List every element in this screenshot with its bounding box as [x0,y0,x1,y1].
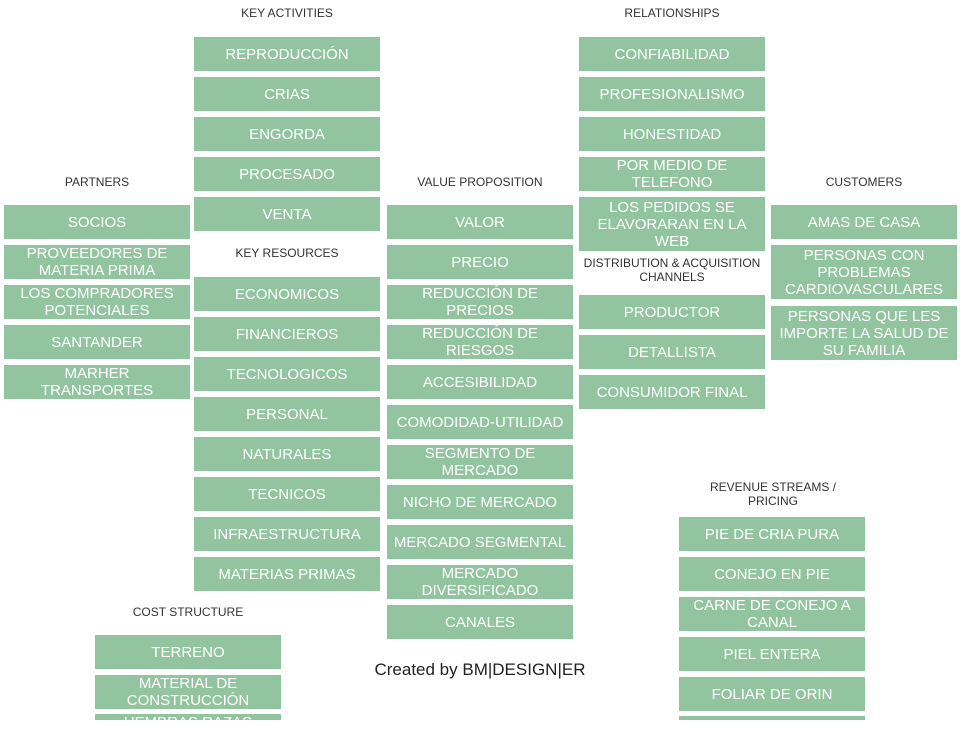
cost-box: MATERIAL DE CONSTRUCCIÓN [95,675,281,709]
value-box: CANALES [387,605,573,639]
partners-header: PARTNERS [64,175,130,189]
revenue-box: FOLIAR DE ORIN [679,677,865,711]
value-box: NICHO DE MERCADO [387,485,573,519]
cost-box: HEMBRAS RAZAS [95,714,281,720]
key-activities-header: KEY ACTIVITIES [241,6,333,20]
customer-box: AMAS DE CASA [771,205,957,239]
value-proposition-header: VALUE PROPOSITION [417,175,543,189]
revenue-box: PIE DE CRIA PURA [679,517,865,551]
value-box: REDUCCIÓN DE PRECIOS [387,285,573,319]
customer-box: PERSONAS QUE LES IMPORTE LA SALUD DE SU FAMILIA [771,306,957,360]
activity-box: ENGORDA [194,117,380,151]
cost-box: TERRENO [95,635,281,669]
resource-box: MATERIAS PRIMAS [194,557,380,591]
value-box: VALOR [387,205,573,239]
partner-box: SOCIOS [4,205,190,239]
resource-box: FINANCIEROS [194,317,380,351]
resource-box: TECNICOS [194,477,380,511]
partner-box: SANTANDER [4,325,190,359]
activity-box: PROCESADO [194,157,380,191]
revenue-box: CONEJO EN PIE [679,557,865,591]
revenue-box: CARNE DE CONEJO A CANAL [679,597,865,631]
relationship-box: POR MEDIO DE TELEFONO [579,157,765,191]
activity-box: REPRODUCCIÓN [194,37,380,71]
cost-structure-header: COST STRUCTURE [132,605,244,619]
resource-box: PERSONAL [194,397,380,431]
revenue-box [679,716,865,720]
customer-box: PERSONAS CON PROBLEMAS CARDIOVASCULARES [771,245,957,299]
resource-box: TECNOLOGICOS [194,357,380,391]
value-box: REDUCCIÓN DE RIESGOS [387,325,573,359]
relationship-box: LOS PEDIDOS SE ELAVORARAN EN LA WEB [579,197,765,251]
relationship-box: HONESTIDAD [579,117,765,151]
revenue-header: REVENUE STREAMS / PRICING [709,480,837,508]
customers-header: CUSTOMERS [825,175,903,189]
relationship-box: PROFESIONALISMO [579,77,765,111]
value-box: SEGMENTO DE MERCADO [387,445,573,479]
channel-box: DETALLISTA [579,335,765,369]
channel-box: PRODUCTOR [579,295,765,329]
activity-box: VENTA [194,197,380,231]
channel-box: CONSUMIDOR FINAL [579,375,765,409]
partner-box: PROVEEDORES DE MATERIA PRIMA [4,245,190,279]
revenue-box: PIEL ENTERA [679,637,865,671]
resource-box: INFRAESTRUCTURA [194,517,380,551]
value-box: ACCESIBILIDAD [387,365,573,399]
partner-box: LOS COMPRADORES POTENCIALES [4,285,190,319]
value-box: COMODIDAD-UTILIDAD [387,405,573,439]
credit-text: Created by BM|DESIGN|ER [374,660,586,679]
partner-box: MARHER TRANSPORTES [4,365,190,399]
relationship-box: CONFIABILIDAD [579,37,765,71]
channels-header: DISTRIBUTION & ACQUISITION CHANNELS [583,256,761,284]
key-resources-header: KEY RESOURCES [235,246,339,260]
activity-box: CRIAS [194,77,380,111]
relationships-header: RELATIONSHIPS [624,6,720,20]
value-box: MERCADO SEGMENTAL [387,525,573,559]
resource-box: ECONOMICOS [194,277,380,311]
value-box: PRECIO [387,245,573,279]
value-box: MERCADO DIVERSIFICADO [387,565,573,599]
resource-box: NATURALES [194,437,380,471]
